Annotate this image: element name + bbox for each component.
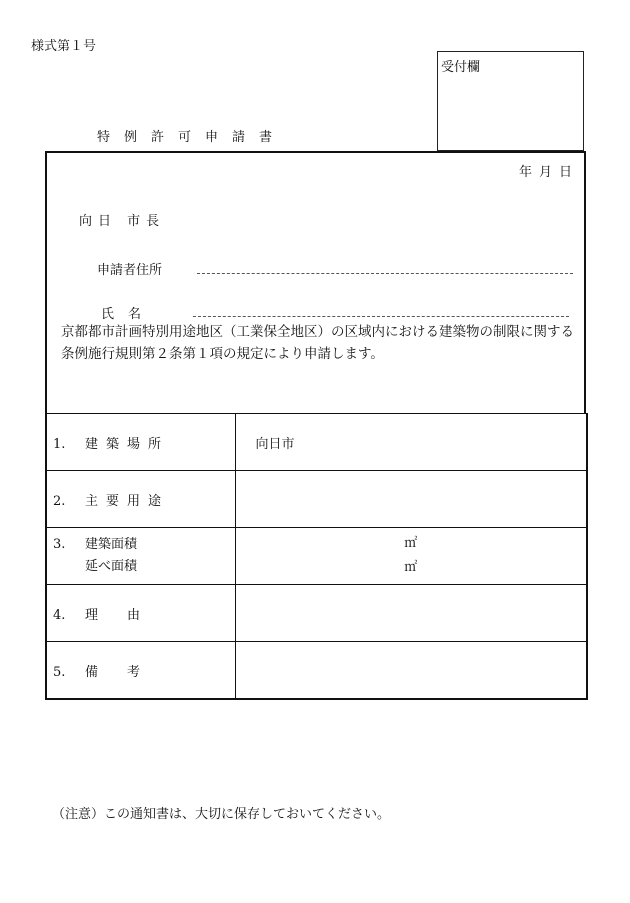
applicant-address-line[interactable] [197, 273, 573, 274]
receipt-label: 受付欄 [441, 60, 481, 75]
table-row [46, 642, 587, 700]
item-label: 備 考 [85, 664, 149, 680]
item-label-cell [46, 642, 235, 700]
date-field[interactable]: 年月日 [518, 165, 579, 180]
main-use-field[interactable] [235, 471, 587, 528]
item-label-cell [46, 471, 235, 528]
item-label: 建築面積 [85, 537, 138, 552]
item-label: 理 由 [85, 607, 149, 623]
application-statement: 京都都市計画特別用途地区（工業保全地区）の区域内における建築物の制限に関する条例施行規則第２条第１項の規定により申請します。 [61, 324, 574, 362]
item-label-cell [46, 585, 235, 642]
area-field[interactable] [235, 528, 587, 585]
building-location-field[interactable]: 向日市 [235, 414, 587, 471]
remarks-field[interactable] [235, 642, 587, 700]
addressee: 向日 市長 [79, 214, 166, 229]
receipt-box [437, 51, 584, 151]
table-row [46, 585, 587, 642]
applicant-name-line[interactable] [193, 316, 569, 317]
reason-field[interactable] [235, 585, 587, 642]
table-row [46, 528, 587, 585]
footer-note: （注意）この通知書は、大切に保存しておいてください。 [52, 807, 391, 822]
item-label-cell [46, 528, 235, 585]
item-number: 4. [53, 607, 66, 623]
item-label-cell [46, 414, 235, 471]
item-number: 5. [53, 664, 66, 680]
item-label: 建築場所 [85, 436, 170, 452]
floor-area-unit: ㎡ [404, 560, 418, 575]
item-number: 1. [53, 436, 66, 452]
item-label-2: 延べ面積 [85, 559, 138, 574]
table-row [46, 414, 587, 471]
item-number: 3. [53, 537, 66, 552]
item-number: 2. [53, 493, 66, 509]
items-table [45, 413, 588, 700]
applicant-name-label: 氏名 [101, 307, 156, 322]
building-area-unit: ㎡ [404, 536, 418, 551]
item-label: 主要用途 [85, 493, 170, 509]
form-number: 様式第１号 [31, 39, 97, 54]
applicant-address-label: 申請者住所 [97, 263, 163, 278]
document-title: 特例許可申請書 [97, 130, 287, 145]
table-row [46, 471, 587, 528]
application-box [45, 151, 586, 414]
